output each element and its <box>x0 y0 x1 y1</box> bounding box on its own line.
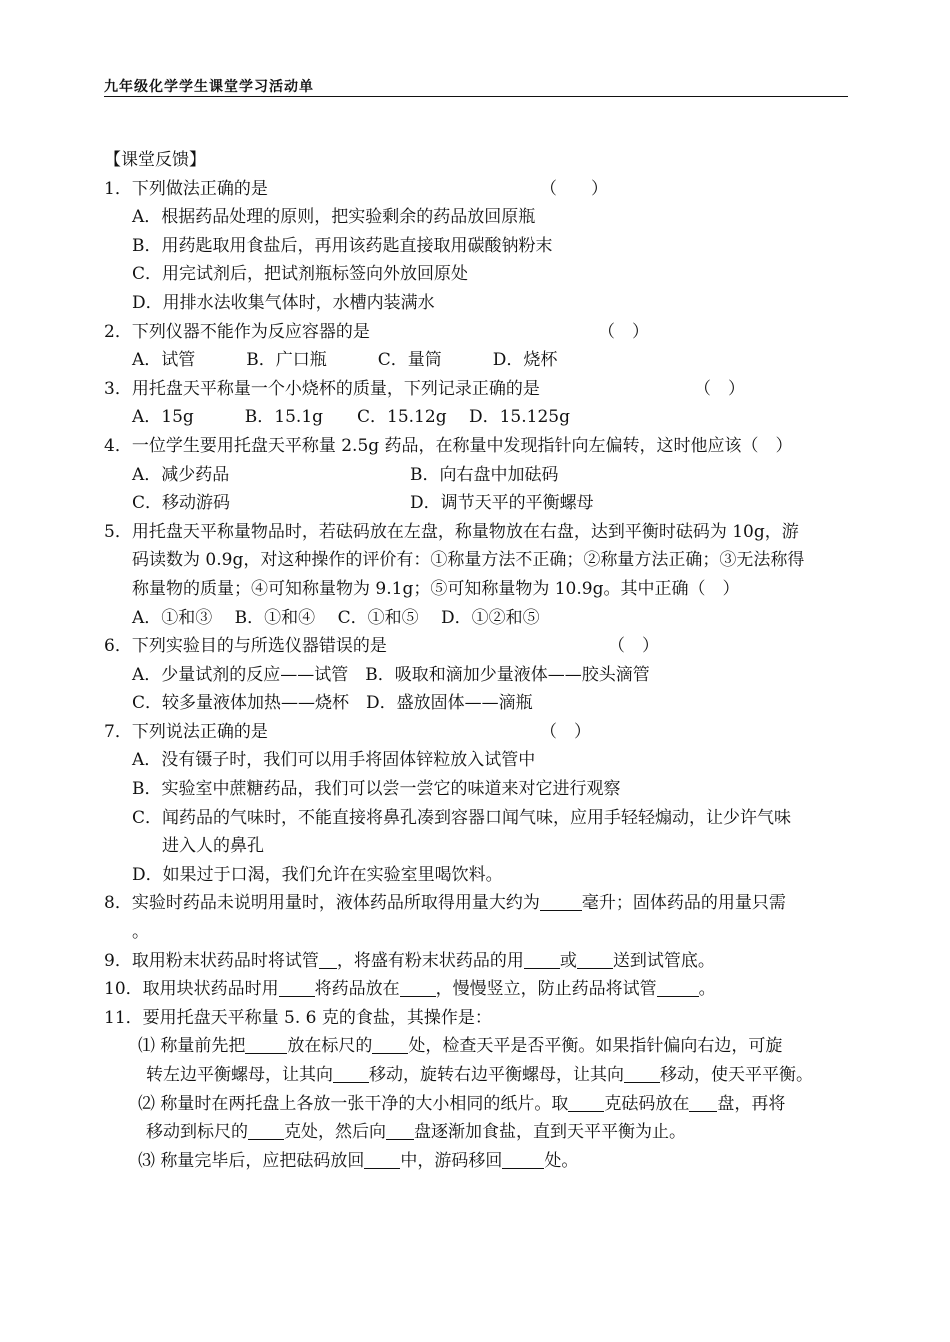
text-segment: 处。 <box>544 1150 579 1171</box>
option-d: D．如果过于口渴，我们允许在实验室里喝饮料。 <box>132 864 503 885</box>
page-header: 九年级化学学生课堂学习活动单 <box>104 79 314 95</box>
option-b: B．实验室中蔗糖药品，我们可以尝一尝它的味道来对它进行观察 <box>132 779 621 800</box>
text-segment: ⑶ 称量完毕后，应把砝码放回 <box>138 1150 365 1171</box>
question-10 <box>104 975 856 1004</box>
text-segment: 盘逐渐加食盐，直到天平平衡为止。 <box>414 1122 686 1143</box>
options-line-ab <box>104 461 856 490</box>
text-segment: 克砝码放在 <box>604 1093 690 1114</box>
text-segment: ⑴ 称量前先把 <box>138 1036 246 1057</box>
question-3 <box>104 375 856 404</box>
text-segment: 放在标尺的 <box>287 1036 373 1057</box>
fill-blank[interactable] <box>524 950 560 969</box>
question-stem: 7．下列说法正确的是 <box>104 721 268 742</box>
text-segment: 移动到标尺的 <box>146 1122 248 1143</box>
text-segment: 8．实验时药品未说明用量时，液体药品所取得用量大约为 <box>104 893 540 914</box>
option-c-line1: C．闻药品的气味时，不能直接将鼻孔凑到容器口闻气味，应用手轻轻煽动，让少许气味 <box>132 807 792 828</box>
fill-blank[interactable] <box>540 892 582 911</box>
question-stem: 3．用托盘天平称量一个小烧杯的质量，下列记录正确的是 <box>104 378 540 399</box>
fill-blank[interactable] <box>400 978 436 997</box>
fill-blank[interactable] <box>568 1093 604 1112</box>
option-a: A．减少药品 <box>132 464 230 485</box>
option-c-line2: 进入人的鼻孔 <box>162 836 264 857</box>
question-stem: 2．下列仪器不能作为反应容器的是 <box>104 321 370 342</box>
answer-paren[interactable]: （ ） <box>540 178 608 199</box>
options-line: A．试管 B．广口瓶 C．量筒 D．烧杯 <box>132 350 558 371</box>
section-title: 【课堂反馈】 <box>104 150 206 170</box>
fill-blank[interactable] <box>364 1150 400 1169</box>
step-1-line2 <box>104 1061 856 1090</box>
text-segment: 9．取用粉末状药品时将试管 <box>104 950 319 971</box>
text-segment: 毫升；固体药品的用量只需 <box>581 893 786 914</box>
option-c: C．移动游码 <box>132 493 231 514</box>
question-7 <box>104 718 856 747</box>
question-5-line1: 5．用托盘天平称量物品时，若砝码放在左盘，称量物放在右盘，达到平衡时砝码为 10g，游 <box>104 521 799 542</box>
options-line-cd: C．较多量液体加热——烧杯 D．盛放固体——滴瓶 <box>132 693 533 714</box>
text-segment: 中，游码移回 <box>400 1150 503 1171</box>
question-8-tail: 。 <box>132 922 149 943</box>
step-1-line1 <box>104 1032 856 1061</box>
option-b: B．用药匙取用食盐后，再用该药匙直接取用碳酸钠粉末 <box>132 235 553 256</box>
text-segment: 。 <box>698 979 716 1000</box>
text-segment: ⑵ 称量时在两托盘上各放一张干净的大小相同的纸片。取 <box>138 1093 569 1114</box>
fill-blank[interactable] <box>333 1064 369 1083</box>
options-line: A．15g B．15.1g C．15.12g D．15.125g <box>132 407 570 428</box>
options-line-ab: A．少量试剂的反应——试管 B．吸取和滴加少量液体——胶头滴管 <box>132 664 650 685</box>
step-2-line2 <box>104 1118 856 1147</box>
question-6 <box>104 632 856 661</box>
option-d: D．用排水法收集气体时，水槽内装满水 <box>132 292 435 313</box>
option-c: C．用完试剂后，把试剂瓶标签向外放回原处 <box>132 264 469 285</box>
worksheet-content <box>104 146 856 1175</box>
text-segment: 处，检查天平是否平衡。如果指针偏向右边，可旋 <box>408 1036 783 1057</box>
header-divider <box>104 96 848 97</box>
option-a: A．根据药品处理的原则，把实验剩余的药品放回原瓶 <box>132 207 536 228</box>
question-8 <box>104 889 856 918</box>
fill-blank[interactable] <box>372 1035 408 1054</box>
question-11: 11．要用托盘天平称量 5. 6 克的食盐，其操作是： <box>104 1007 492 1028</box>
answer-paren[interactable]: （ ） <box>598 321 649 342</box>
text-segment: 送到试管底。 <box>612 950 715 971</box>
fill-blank[interactable] <box>624 1064 660 1083</box>
fill-blank[interactable] <box>502 1150 544 1169</box>
fill-blank[interactable] <box>689 1093 717 1112</box>
text-segment: 10．取用块状药品时用 <box>104 979 279 1000</box>
option-b: B．向右盘中加砝码 <box>410 464 559 485</box>
fill-blank[interactable] <box>248 1121 284 1140</box>
options-line: A．①和③ B．①和④ C．①和⑤ D．①②和⑤ <box>132 607 540 628</box>
question-2 <box>104 318 856 347</box>
step-2-line1 <box>104 1090 856 1119</box>
text-segment: 盘，再将 <box>717 1093 786 1114</box>
text-segment: 移动，使天平平衡。 <box>660 1065 813 1085</box>
answer-paren[interactable]: （ ） <box>694 378 745 399</box>
text-segment: 将药品放在 <box>314 979 400 1000</box>
fill-blank[interactable] <box>386 1121 414 1140</box>
option-a: A．没有镊子时，我们可以用手将固体锌粒放入试管中 <box>132 750 536 771</box>
text-segment: ，慢慢竖立，防止药品将试管 <box>435 979 657 1000</box>
question-9 <box>104 947 856 976</box>
text-segment: 克处，然后向 <box>284 1122 386 1143</box>
answer-paren[interactable]: （ ） <box>540 721 591 742</box>
text-segment: 移动，旋转右边平衡螺母，让其向 <box>369 1065 624 1085</box>
text-segment: 或 <box>559 950 577 971</box>
answer-paren[interactable]: （ ） <box>608 636 659 657</box>
step-3 <box>104 1147 856 1176</box>
question-1 <box>104 175 856 204</box>
text-segment: ，将盛有粉末状药品的用 <box>336 950 524 971</box>
question-stem: 6．下列实验目的与所选仪器错误的是 <box>104 636 387 657</box>
question-5-line2: 码读数为 0.9g，对这种操作的评价有：①称量方法不正确；②称量方法正确；③无法称得 <box>132 550 805 571</box>
fill-blank[interactable] <box>245 1035 287 1054</box>
fill-blank[interactable] <box>319 950 337 969</box>
fill-blank[interactable] <box>279 978 315 997</box>
fill-blank[interactable] <box>577 950 613 969</box>
fill-blank[interactable] <box>657 978 699 997</box>
options-line-cd <box>104 489 856 518</box>
text-segment: 转左边平衡螺母，让其向 <box>146 1065 333 1085</box>
question-5-line3: 称量物的质量；④可知称量物为 9.1g；⑤可知称量物为 10.9g。其中正确（ ） <box>132 578 740 599</box>
question-4: 4．一位学生要用托盘天平称量 2.5g 药品，在称量中发现指针向左偏转，这时他应该（ ） <box>104 435 793 456</box>
question-stem: 1．下列做法正确的是 <box>104 178 268 199</box>
option-d: D．调节天平的平衡螺母 <box>410 493 594 514</box>
